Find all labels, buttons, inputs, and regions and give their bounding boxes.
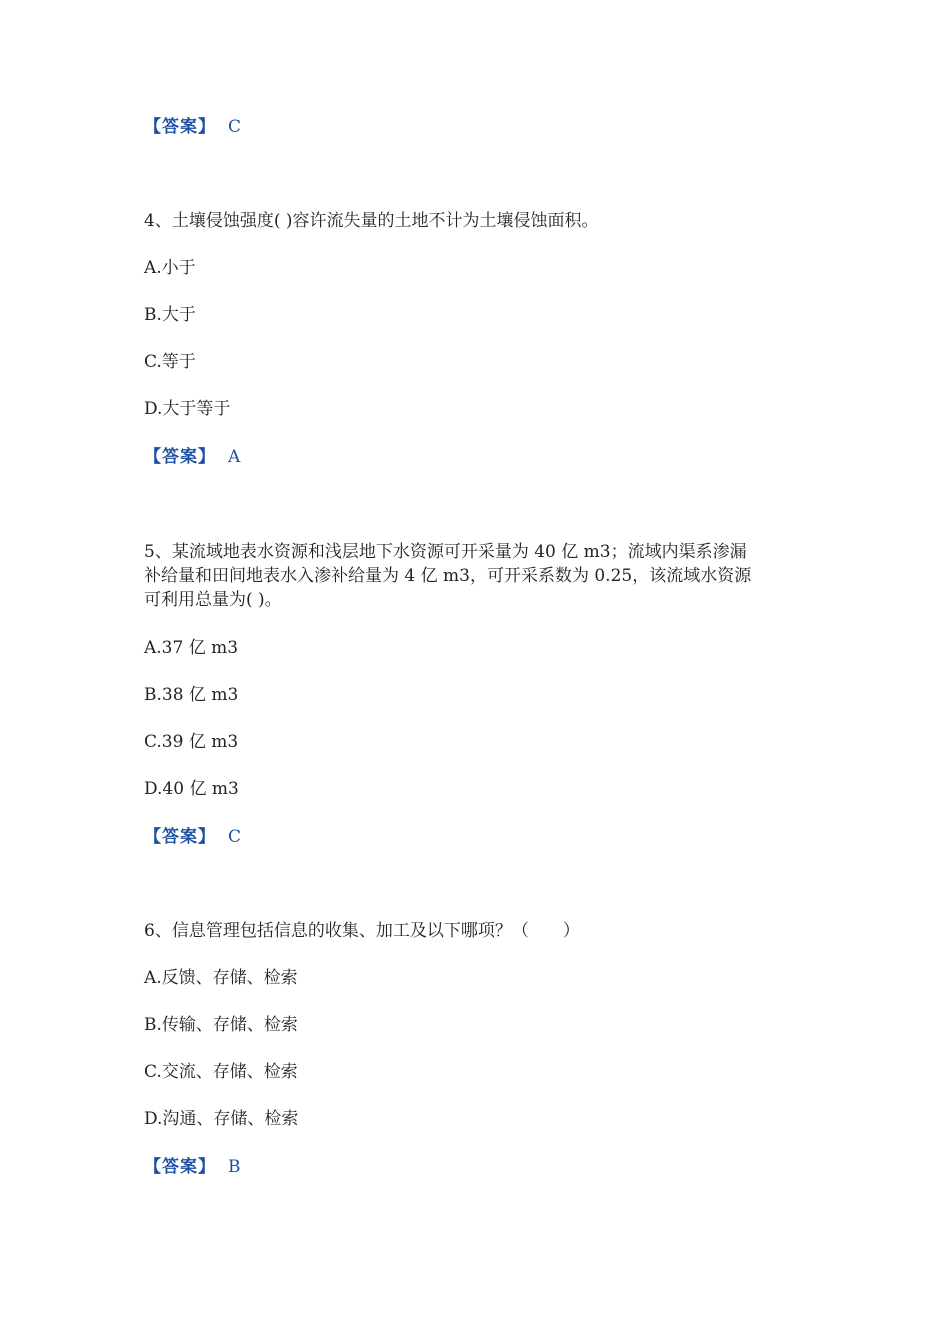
question-5-answer [144,826,241,848]
question-6-option-d: D.沟通、存储、检索 [144,1109,299,1129]
question-5-option-b: B.38 亿 m3 [144,685,239,705]
question-4-option-c: C.等于 [144,352,196,372]
answer-label: 【答案】 [144,1157,216,1177]
question-5-option-a: A.37 亿 m3 [144,638,239,658]
question-6-answer [144,1156,241,1178]
question-4-text: 4、土壤侵蚀强度( )容许流失量的土地不计为土壤侵蚀面积。 [144,211,599,231]
question-5-text-line-2: 补给量和田间地表水入渗补给量为 4 亿 m3，可开采系数为 0.25，该流域水资源 [144,566,752,586]
answer-label: 【答案】 [144,827,216,847]
question-6-text: 6、信息管理包括信息的收集、加工及以下哪项？（ ） [144,921,580,941]
question-4-option-d: D.大于等于 [144,399,231,419]
question-4-option-a: A.小于 [144,258,196,278]
answer-label: 【答案】 [144,447,216,467]
answer-value: A [228,447,241,467]
question-6-option-c: C.交流、存储、检索 [144,1062,298,1082]
question-6-option-b: B.传输、存储、检索 [144,1015,298,1035]
question-5-option-d: D.40 亿 m3 [144,779,239,799]
answer-value: C [228,827,242,847]
answer-value: C [228,117,242,137]
question-4-option-b: B.大于 [144,305,196,325]
question-5-text-line-1: 5、某流域地表水资源和浅层地下水资源可开采量为 40 亿 m3；流域内渠系渗漏 [144,542,747,562]
answer-line-prev [144,116,241,138]
question-5-text-line-3: 可利用总量为( )。 [144,590,282,610]
question-5-option-c: C.39 亿 m3 [144,732,239,752]
question-4-answer [144,446,240,468]
question-6-option-a: A.反馈、存储、检索 [144,968,298,988]
answer-value: B [228,1157,241,1177]
answer-label: 【答案】 [144,117,216,137]
